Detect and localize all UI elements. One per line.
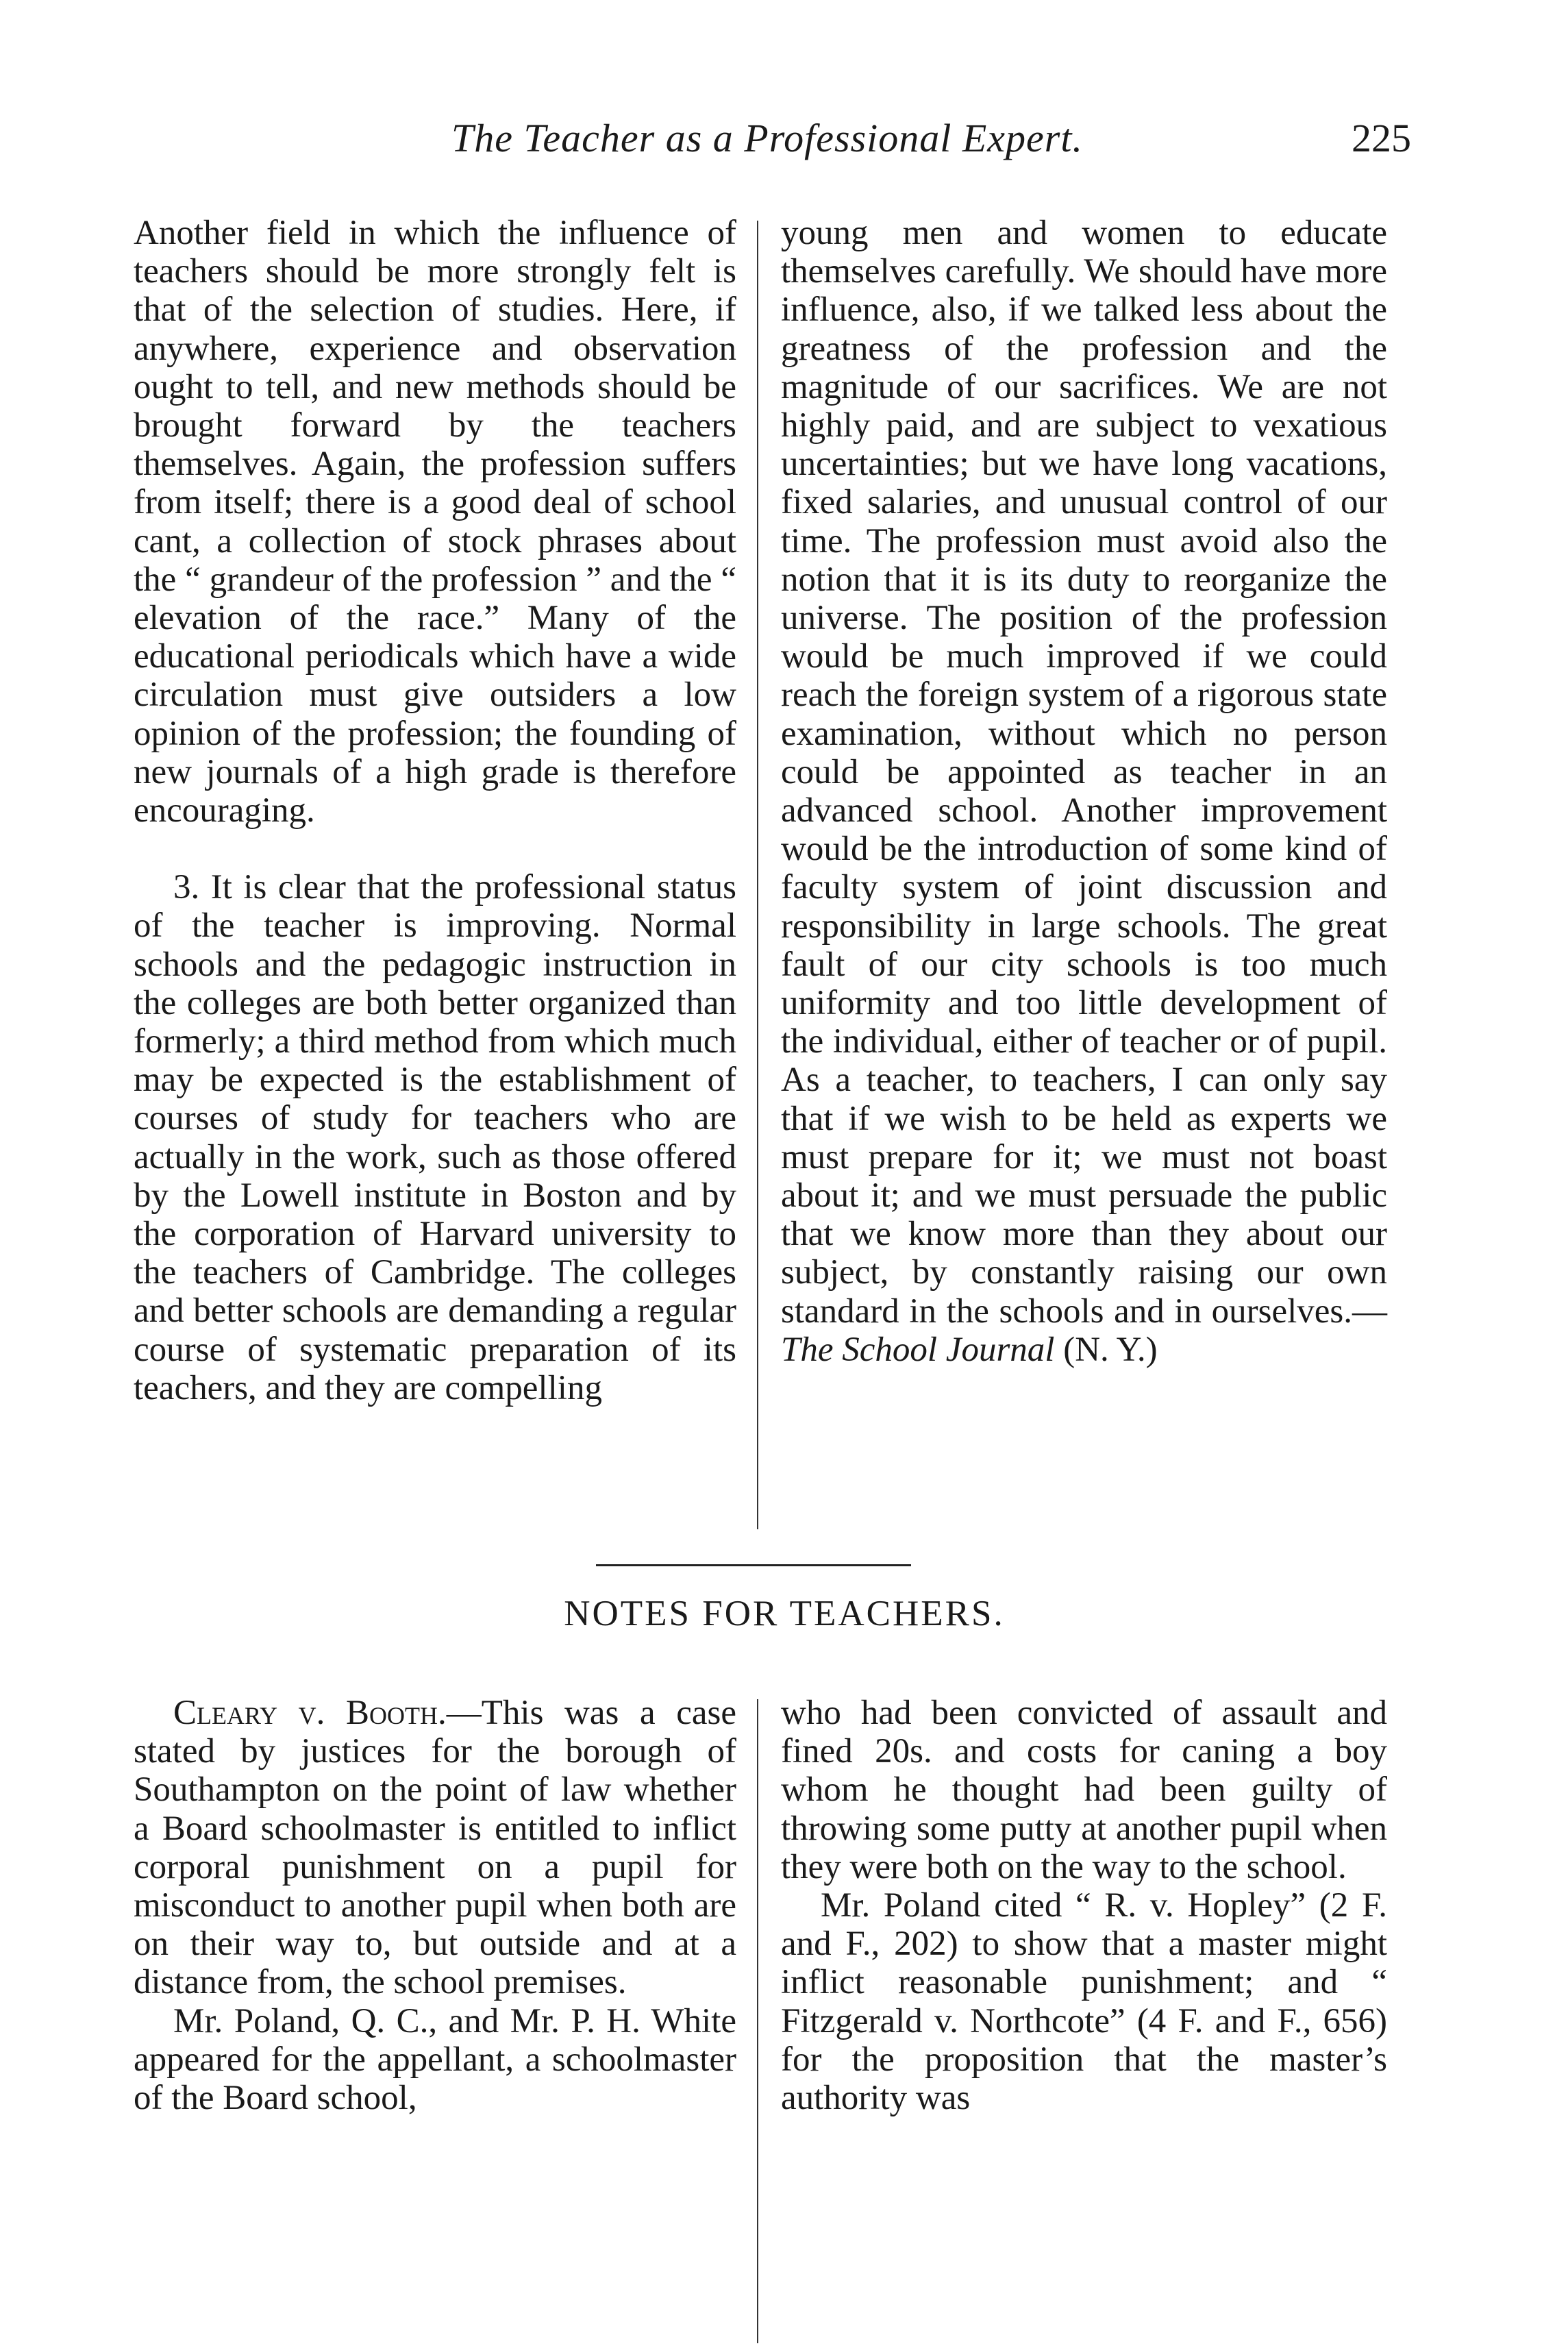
article-text: young men and women to educate themselves carefully. We should have more influence, also, if we talked less about the greatness of the profession and the magnitude of our sacrifices. We are not highly paid, and are subject to vexatious uncertainties; but we have long vacations, fixed salaries, and unusual control of our time. The profession must avoid also the notion that it is its duty to reorganize the universe. The position of the profession would be much improved if we could reach the foreign system of a rigorous state examination, without which no person could be appointed as teacher in an advanced school. Another improvement would be the introduction of some kind of faculty system of joint discussion and responsibility in large schools. The great fault of our city schools is too much uniformity and too little development of the individual, either of teacher or of pupil. As a teacher, to teachers, I can only say that if we wish to be held as experts we must prepare for it; we must not boast about it; and we must persuade the public that we know more than they about our subject, by constantly raising our own standard in the schools and in ourselves.— — [781, 214, 1387, 1331]
article-paragraph: Another field in which the influence of teachers should be more strongly felt is that of the selection of studies. Here, if anywhere, experience and observation ought to tell, and new methods should be brought forward by the teachers themselves. Again, the profession suffers from itself; there is a good deal of school cant, a collection of stock phrases about the “ grandeur of the profession ” and the “ elevation of the race.” Many of the educational periodicals which have a wide circulation must give outsiders a low opinion of the profession; the founding of new journals of a high grade is therefore encouraging. — [134, 214, 736, 830]
source-location: (N. Y.) — [1054, 1330, 1158, 1369]
section-heading: NOTES FOR TEACHERS. — [564, 1594, 1005, 1633]
section-rule — [596, 1564, 911, 1566]
notes-left-column — [134, 1694, 736, 2117]
case-text: —This was a case stated by justices for the borough of Southampton on the point of law whether a Board schoolmaster is entitled to inflict corporal punishment on a pupil for misconduct to another pupil when both are on their way to, but outside and at a distance from, the school premises. — [134, 1694, 736, 2002]
column-divider — [757, 1699, 758, 2343]
column-divider — [757, 221, 758, 1529]
source-journal: The School Journal — [781, 1330, 1055, 1369]
notes-paragraph: who had been convicted of assault and fined 20s. and costs for caning a boy whom he thought had been guilty of throwing some putty at another pupil when they were both on the way to the school. — [781, 1694, 1387, 1886]
article-left-column — [134, 214, 736, 1407]
article-paragraph — [781, 214, 1387, 1369]
notes-paragraph: Mr. Poland, Q. C., and Mr. P. H. White appeared for the appellant, a schoolmaster of the Board school, — [134, 2001, 736, 2118]
notes-paragraph — [134, 1694, 736, 2002]
case-name: Cleary v. Booth. — [173, 1694, 447, 1732]
article-paragraph: 3. It is clear that the professional status of the teacher is improving. Normal schools and the pedagogic instruction in the colleges are both better organized than formerly; a third method from which much may be expected is the establishment of courses of study for teachers who are actually in the work, such as those offered by the Lowell institute in Boston and by the corporation of Harvard university to the teachers of Cambridge. The colleges and better schools are demanding a regular course of systematic preparation of its teachers, and they are compelling — [134, 868, 736, 1407]
notes-right-column — [781, 1694, 1387, 2117]
notes-paragraph: Mr. Poland cited “ R. v. Hopley” (2 F. and F., 202) to show that a master might inflict reasonable punishment; and “ Fitzgerald v. Northcote” (4 F. and F., 656) for the proposition that the master’s authority was — [781, 1886, 1387, 2118]
article-right-column — [781, 214, 1387, 1369]
page-number: 225 — [1352, 116, 1411, 160]
running-title: The Teacher as a Professional Expert. — [451, 116, 1083, 160]
